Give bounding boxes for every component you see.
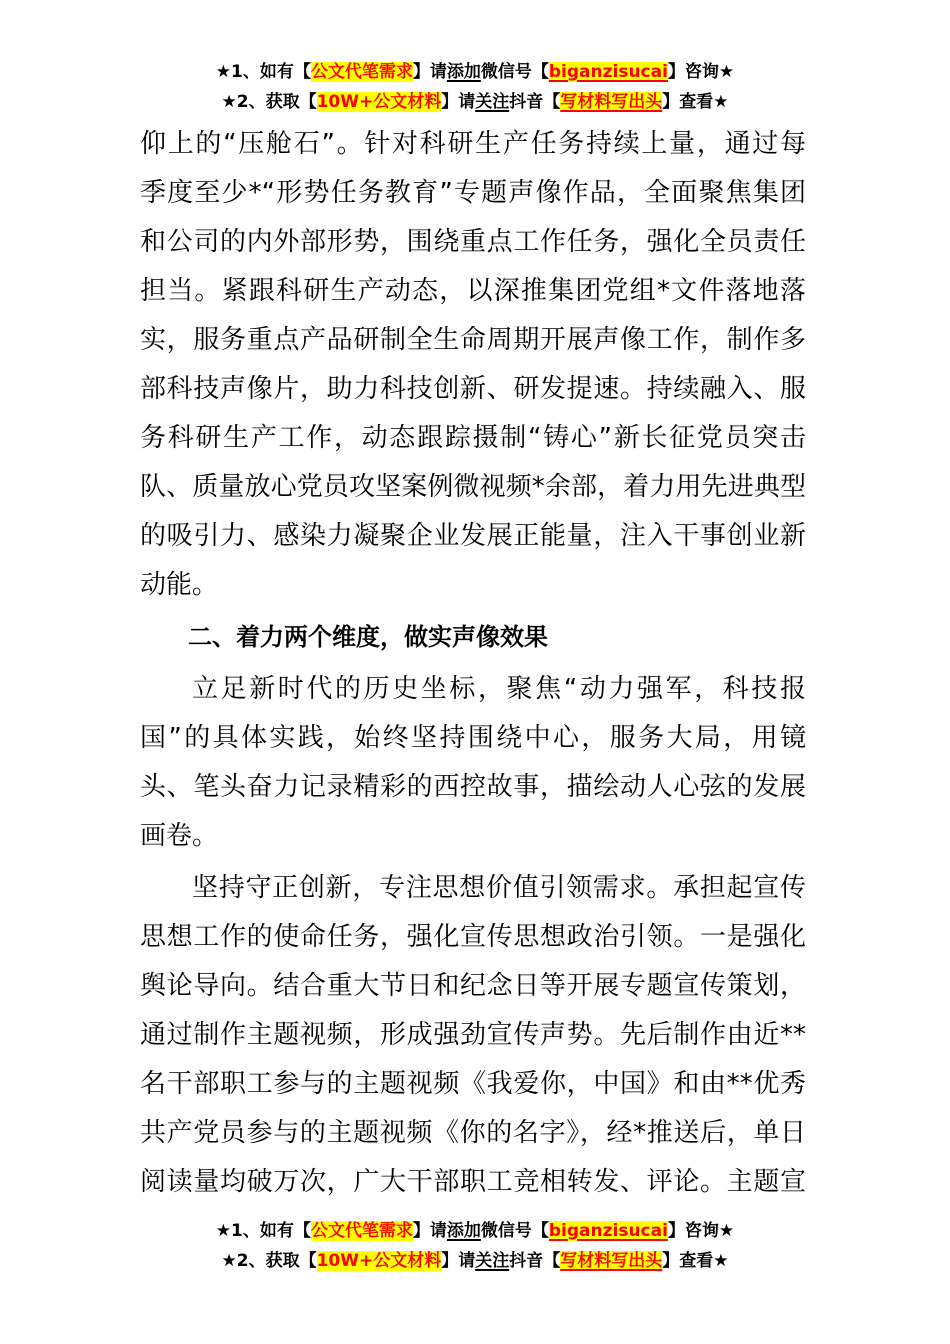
promo-highlight-text: 公文代笔需求 [310,62,413,82]
promo-highlight-text: 10W+公文材料 [316,92,442,112]
body-text-line: 实，服务重点产品研制全生命周期开展声像工作，制作多 [140,325,806,355]
body-text-line: 共产党员参与的主题视频《你的名字》，经*推送后，单日 [140,1118,806,1148]
body-text-line: 部科技声像片，助力科技创新、研发提速。持续融入、服 [140,374,806,404]
body-text-line: 立足新时代的历史坐标，聚焦“动力强军，科技报 [192,674,806,704]
promo-text: ★1、如有【 [215,1221,311,1241]
body-text-line: 国”的具体实践，始终坚持围绕中心，服务大局，用镜 [140,723,806,753]
promo-banner-bottom [0,1216,950,1276]
promo-text: 】请 [441,1251,476,1271]
promo-text: 】查看★ [662,1251,729,1271]
body-text-line: 坚持守正创新，专注思想价值引领需求。承担起宣传 [192,873,806,903]
promo-highlight-text: biganzisucai [548,62,668,82]
promo-text: 关注 [475,1251,510,1271]
promo-highlight-text: 10W+公文材料 [316,1251,442,1271]
promo-text: ★2、获取【 [221,92,317,112]
body-text-line: 和公司的内外部形势，围绕重点工作任务，强化全员责任 [140,227,806,257]
promo-text: 】请 [441,92,476,112]
promo-highlight-text: biganzisucai [548,1221,668,1241]
promo-text: ★1、如有【 [215,62,311,82]
promo-text: 微信号【 [480,62,549,82]
promo-line [0,57,950,87]
promo-line [0,87,950,117]
body-text-line: 通过制作主题视频，形成强劲宣传声势。先后制作由近** [140,1020,806,1050]
body-text-line: 思想工作的使命任务，强化宣传思想政治引领。一是强化 [140,922,806,952]
document-body [140,120,806,1207]
promo-text: 】咨询★ [667,1221,735,1241]
promo-text: 抖音【 [509,92,561,112]
promo-text: 添加 [446,1221,481,1241]
promo-text: 添加 [446,62,481,82]
body-text-line: 动能。 [140,570,219,600]
promo-text: ★2、获取【 [221,1251,317,1271]
body-text-line: 队、质量放心党员攻坚案例微视频*余部，着力用先进典型 [140,472,806,502]
promo-text: 微信号【 [480,1221,549,1241]
body-text-line: 担当。紧跟科研生产动态，以深推集团党组*文件落地落 [140,276,806,306]
paragraph [140,120,806,610]
section-heading [140,613,806,662]
paragraph [140,665,806,861]
promo-banner-top [0,57,950,117]
paragraph [140,864,806,1207]
heading-text: 二、着力两个维度，做实声像效果 [188,623,548,651]
body-text-line: 季度至少*“形势任务教育”专题声像作品，全面聚焦集团 [140,178,806,208]
promo-text: 关注 [475,92,510,112]
promo-highlight-text: 写材料写出头 [560,92,663,112]
body-text-line: 仰上的“压舱石”。针对科研生产任务持续上量，通过每 [140,129,806,159]
promo-text: 】咨询★ [667,62,735,82]
promo-line [0,1216,950,1246]
promo-text: 】请 [412,1221,447,1241]
body-text-line: 阅读量均破万次，广大干部职工竞相转发、评论。主题宣 [140,1167,806,1197]
promo-highlight-text: 公文代笔需求 [310,1221,413,1241]
body-text-line: 舆论导向。结合重大节日和纪念日等开展专题宣传策划， [140,971,806,1001]
body-text-line: 名干部职工参与的主题视频《我爱你，中国》和由**优秀 [140,1069,806,1099]
body-text-line: 画卷。 [140,821,219,851]
body-text-line: 头、笔头奋力记录精彩的西控故事，描绘动人心弦的发展 [140,772,806,802]
body-text-line: 的吸引力、感染力凝聚企业发展正能量，注入干事创业新 [140,521,806,551]
promo-text: 抖音【 [509,1251,561,1271]
promo-line [0,1246,950,1276]
promo-text: 】请 [412,62,447,82]
body-text-line: 务科研生产工作，动态跟踪摄制“铸心”新长征党员突击 [140,423,806,453]
promo-highlight-text: 写材料写出头 [560,1251,663,1271]
promo-text: 】查看★ [662,92,729,112]
